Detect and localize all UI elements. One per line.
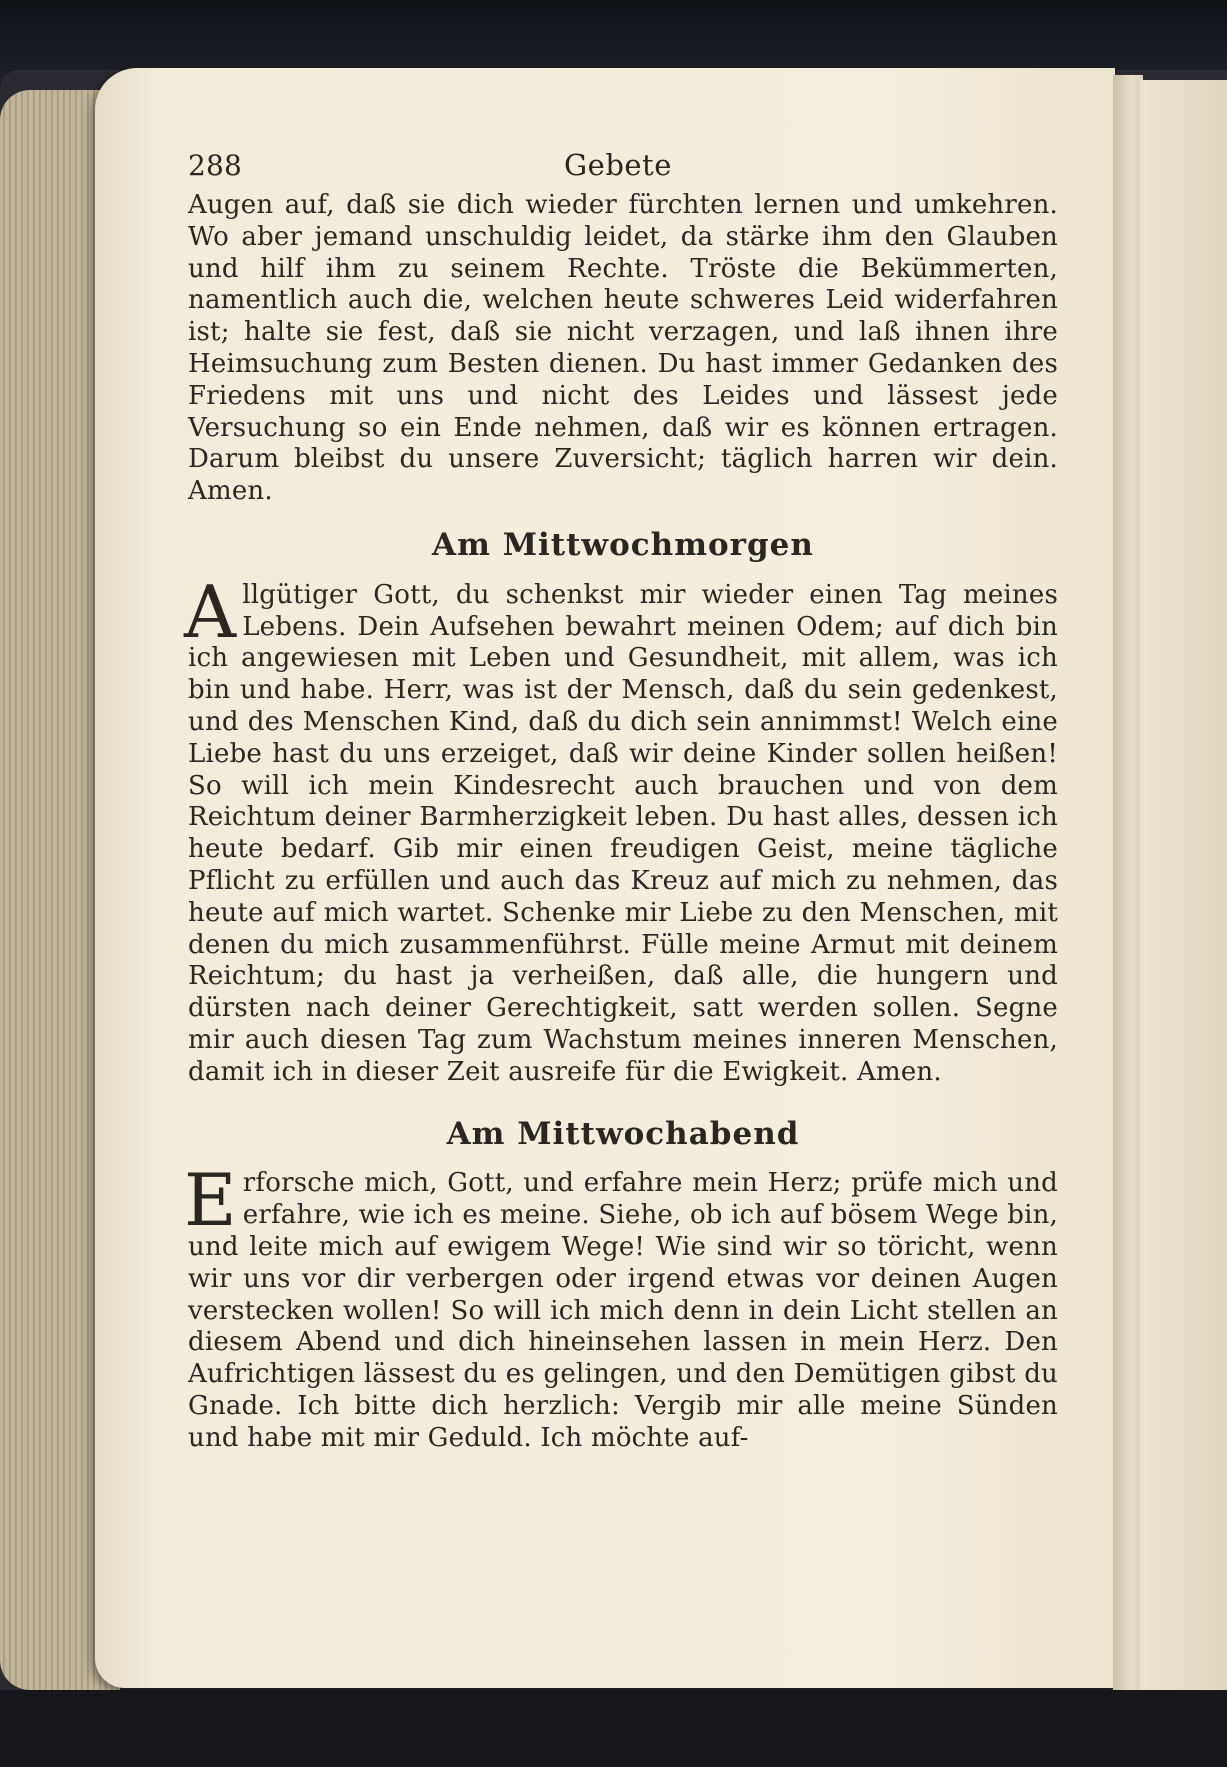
background-bottom [0,1690,1227,1767]
section-evening [184,1115,1058,1455]
prayer-paragraph [184,1158,1058,1454]
drop-cap-initial: A [184,569,237,654]
section-heading: Am Mittwochabend [446,1115,800,1152]
facing-page-edge [1140,80,1227,1700]
running-title: Gebete [564,148,672,182]
prayer-text: rforsche mich, Gott, und erfahre mein Herz; prüfe mich und erfahre, wie ich es meine. Siehe, ob ich auf bösem Wege bin, und leite mich auf ewigem Wege! Wie sind wir so töricht, wenn wir uns vor dir verbergen oder irgend etwas vor deinen Augen verstecken wollen! So will ich mich denn in dein Licht stellen an diesem Abend und dich hineinsehen lassen in mein Herz. Den Aufrichtigen lässest du es gelingen, und den Demütigen gibst du Gnade. Ich bitte dich herzlich: Vergib mir alle meine Sünden und habe mit mir Geduld. Ich möchte auf- [188,1168,1058,1453]
intro-paragraph: Augen auf, daß sie dich wieder fürchten lernen und umkehren. Wo aber jemand unschuldig leidet, da stärke ihm den Glauben und hilf ihm zu seinem Rechte. Tröste die Bekümmerten, namentlich auch die, welchen heute schweres Leid widerfahren ist; halte sie fest, daß sie nicht verzagen, und laß ihnen ihre Heimsuchung zum Besten dienen. Du hast immer Gedanken des Friedens mit uns und nicht des Leides und lässest jede Versuchung so ein Ende nehmen, daß wir es können ertragen. Darum bleibst du unsere Zuversicht; täglich harren wir dein. Amen. [188,190,1058,507]
page-number: 288 [188,149,243,182]
prayer-text: llgütiger Gott, du schenkst mir wieder einen Tag meines Lebens. Dein Aufsehen bewahrt meinen Odem; auf dich bin ich angewiesen mit Leben und Gesundheit, mit allem, was ich bin und habe. Herr, was ist der Mensch, daß du sein gedenkest, und des Menschen Kind, daß du dich sein annimmst! Welch eine Liebe hast du uns erzeiget, daß wir deine Kinder sollen heißen! So will ich mein Kindesrecht auch brauchen und von dem Reichtum deiner Barmherzigkeit leben. Du hast alles, dessen ich heute bedarf. Gib mir einen freudigen Geist, meine tägliche Pflicht zu erfüllen und auch das Kreuz auf mich zu nehmen, das heute auf mich wartet. Schenke mir Liebe zu den Menschen, mit denen du mich zusammenführst. Fülle meine Armut mit deinem Reichtum; du hast ja verheißen, daß alle, die hungern und dürsten nach deiner Gerechtigkeit, satt werden sollen. Segne mir auch diesen Tag zum Wachstum meines inneren Menschen, damit ich in dieser Zeit ausreife für die Ewigkeit. Amen. [188,579,1058,1087]
page-content [184,140,1058,1454]
section-morning [184,526,1058,1089]
section-heading: Am Mittwochmorgen [432,526,814,563]
drop-cap-initial: E [184,1158,237,1243]
running-head [188,140,1058,190]
prayer-paragraph [184,569,1058,1089]
book-gutter [1113,75,1143,1695]
